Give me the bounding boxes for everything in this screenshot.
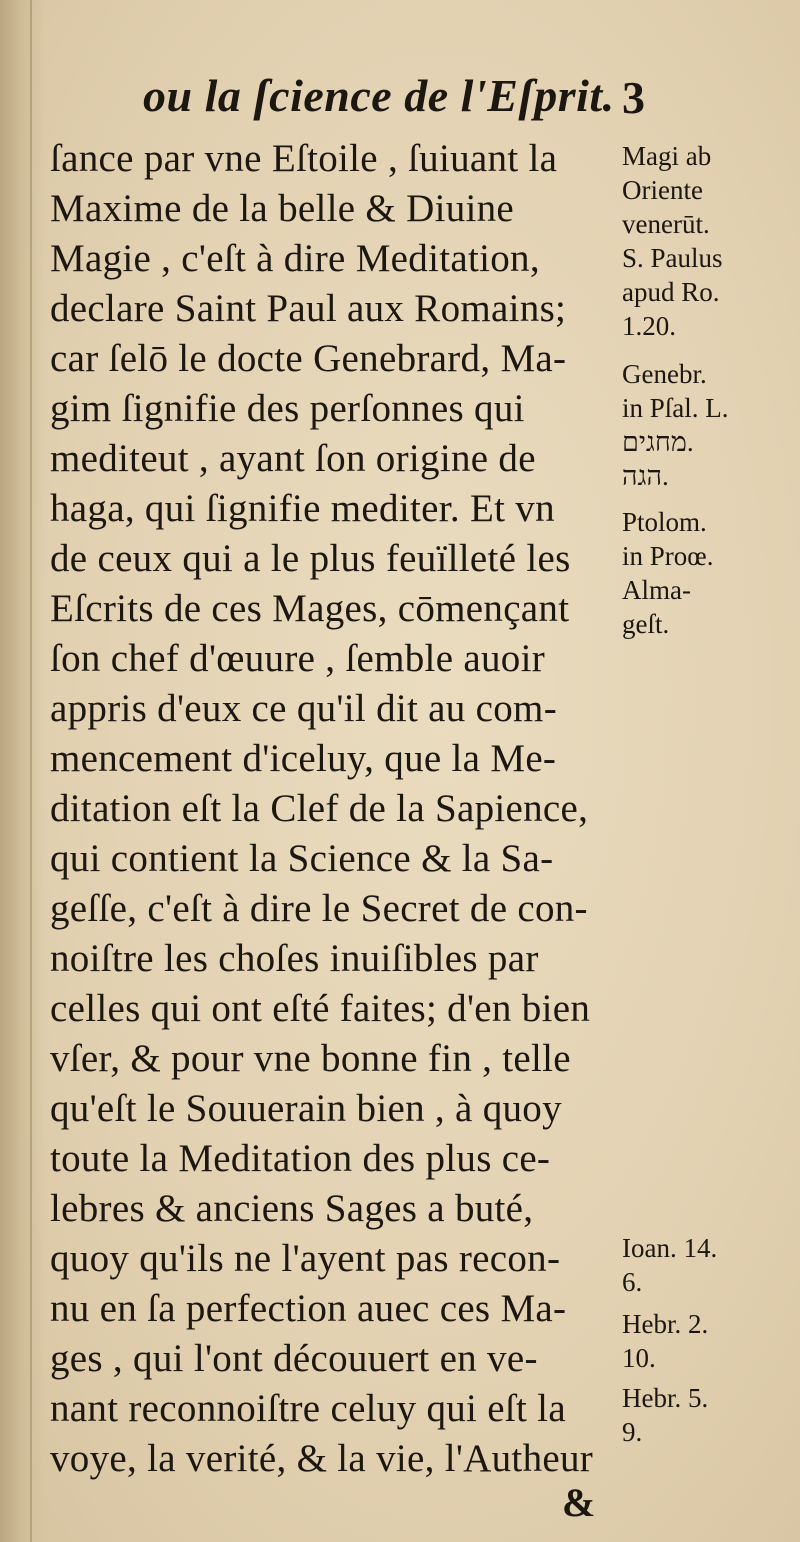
text-line: ges , qui l'ont découuert en ve- [50, 1337, 538, 1380]
catchword: & [562, 1480, 596, 1525]
margin-note: 6. [622, 1267, 643, 1297]
text-line: ditation eſt la Clef de la Sapience, [50, 787, 589, 830]
margin-note: in Proœ. [622, 541, 714, 571]
text-line: quoy qu'ils ne l'ayent pas recon- [50, 1237, 561, 1280]
margin-note: Ioan. 14. [622, 1233, 718, 1263]
text-line: de ceux qui a le plus feuïlleté les [50, 537, 571, 580]
margin-note: in Pſal. L. [622, 393, 729, 423]
text-line: nant reconnoiſtre celuy qui eſt la [50, 1387, 566, 1430]
margin-note: Ptolom. [622, 507, 707, 537]
text-line: car ſelō le docte Genebrard, Ma- [50, 337, 567, 380]
margin-note: 9. [622, 1417, 643, 1447]
text-line: Eſcrits de ces Mages, cōmençant [50, 587, 570, 630]
text-line: vſer, & pour vne bonne fin , telle [50, 1037, 571, 1080]
margin-note: S. Paulus [622, 243, 723, 273]
margin-note: הגה. [622, 461, 669, 491]
text-line: mediteut , ayant ſon origine de [50, 437, 536, 480]
text-line: ſance par vne Eſtoile , ſuiuant la [50, 137, 558, 180]
text-line: ſon chef d'œuure , ſemble auoir [50, 637, 545, 680]
margin-note: Alma- [622, 575, 691, 605]
margin-note: 10. [622, 1343, 656, 1373]
margin-note: Oriente [622, 175, 703, 205]
text-line: qu'eſt le Souuerain bien , à quoy [50, 1087, 562, 1130]
margin-note: venerūt. [622, 209, 710, 239]
margin-note: Genebr. [622, 359, 707, 389]
text-line: Maxime de la belle & Diuine [50, 187, 515, 230]
text-line: celles qui ont eſté faites; d'en bien [50, 987, 591, 1030]
text-line: lebres & anciens Sages a buté, [50, 1187, 534, 1230]
margin-note: Magi ab [622, 141, 712, 171]
text-line: Magie , c'eſt à dire Meditation, [50, 237, 540, 280]
margin-note: Hebr. 5. [622, 1383, 709, 1413]
page-number: 3 [622, 72, 645, 123]
margin-note: geſt. [622, 609, 670, 639]
margin-note: apud Ro. [622, 277, 720, 307]
margin-note: Hebr. 2. [622, 1309, 709, 1339]
text-line: noiſtre les choſes inuiſibles par [50, 937, 539, 980]
text-line: nu en ſa perfection auec ces Ma- [50, 1287, 567, 1330]
text-line: qui contient la Science & la Sa- [50, 837, 554, 880]
gutter-fold [30, 0, 32, 1542]
text-line: gim ſignifie des perſonnes qui [50, 387, 525, 430]
running-title: ou la ſcience de l'Eſprit. [143, 70, 615, 121]
text-line: voye, la verité, & la vie, l'Autheur [50, 1437, 594, 1480]
text-line: geſſe, c'eſt à dire le Secret de con- [50, 887, 588, 930]
running-head [0, 62, 800, 132]
text-line: appris d'eux ce qu'il dit au com- [50, 687, 557, 730]
text-line: mencement d'iceluy, que la Me- [50, 737, 557, 780]
gutter-shadow [0, 0, 46, 1542]
text-line: haga, qui ſignifie mediter. Et vn [50, 487, 555, 530]
margin-note: 1.20. [622, 311, 676, 341]
margin-note: מחגים. [622, 427, 694, 457]
text-line: toute la Meditation des plus ce- [50, 1137, 551, 1180]
text-line: declare Saint Paul aux Romains; [50, 287, 567, 330]
